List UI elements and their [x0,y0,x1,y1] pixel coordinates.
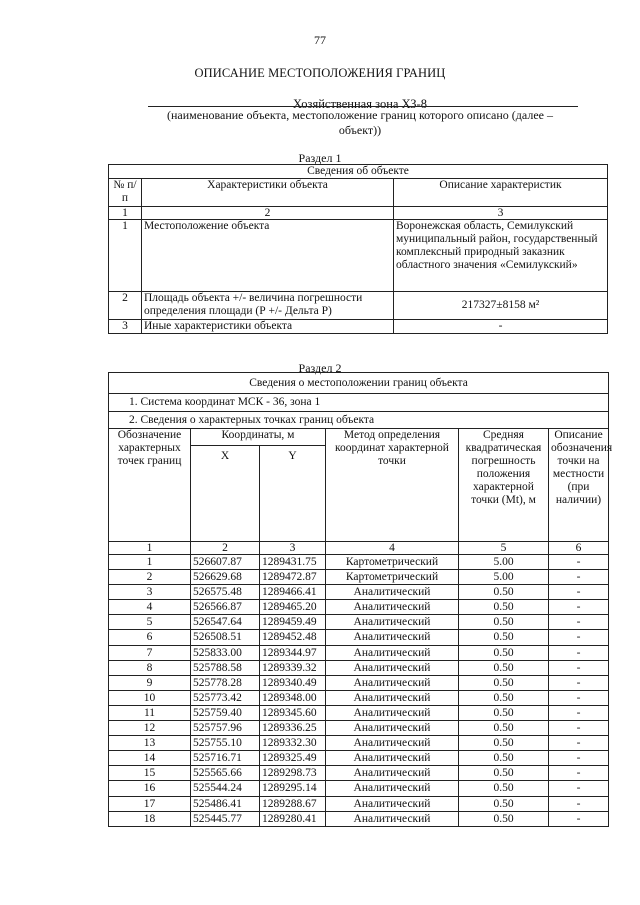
point-label: 11 [109,705,191,720]
point-label: 7 [109,645,191,660]
coord-x: 526575.48 [191,585,260,600]
error: 0.50 [459,600,549,615]
method: Аналитический [326,585,459,600]
error: 0.50 [459,675,549,690]
points-heading: 2. Сведения о характерных точках границ объекта [109,412,609,429]
coord-x: 525755.10 [191,736,260,751]
point-label: 8 [109,660,191,675]
row-description: 217327±8158 м² [394,292,608,320]
method: Аналитический [326,615,459,630]
coord-x: 525445.77 [191,811,260,826]
object-note-line2: объект)) [338,122,382,137]
index-cell: 4 [326,542,459,555]
coord-y: 1289452.48 [260,630,326,645]
method: Аналитический [326,751,459,766]
coord-y: 1289344.97 [260,645,326,660]
index-cell: 1 [109,207,142,220]
method: Аналитический [326,781,459,796]
point-description: - [549,766,609,781]
coord-x: 525773.42 [191,690,260,705]
index-cell: 5 [459,542,549,555]
error: 0.50 [459,781,549,796]
coord-y: 1289336.25 [260,721,326,736]
point-label: 17 [109,796,191,811]
coord-x: 525833.00 [191,645,260,660]
method: Аналитический [326,675,459,690]
index-cell: 2 [191,542,260,555]
error: 0.50 [459,645,549,660]
point-description: - [549,555,609,570]
coord-y: 1289288.67 [260,796,326,811]
method: Аналитический [326,766,459,781]
row-characteristic: Площадь объекта +/- величина погрешности определения площади (Р +/- Дельта Р) [142,292,394,320]
error: 0.50 [459,751,549,766]
object-name: Хозяйственная зона ХЗ-8 [293,97,427,111]
coord-x: 525716.71 [191,751,260,766]
coord-x: 525544.24 [191,781,260,796]
point-label: 3 [109,585,191,600]
error: 0.50 [459,585,549,600]
coord-y: 1289298.73 [260,766,326,781]
error: 0.50 [459,811,549,826]
row-description: - [394,320,608,334]
point-label: 4 [109,600,191,615]
table-row [109,292,608,320]
point-label: 13 [109,736,191,751]
row-characteristic: Иные характеристики объекта [142,320,394,334]
table-row [109,585,609,600]
section2-heading: Сведения о местоположении границ объекта [109,373,609,394]
table-row [109,220,608,292]
row-number: 1 [109,220,142,292]
col-description-header: Описание обозначения точки на местности (при наличии) [549,429,609,542]
object-info-table [108,164,608,334]
method: Аналитический [326,796,459,811]
method: Аналитический [326,736,459,751]
error: 0.50 [459,630,549,645]
table-row [109,630,609,645]
point-label: 14 [109,751,191,766]
table-row [109,600,609,615]
coord-y: 1289340.49 [260,675,326,690]
error: 0.50 [459,766,549,781]
page-number: 77 [314,33,326,47]
coord-y: 1289465.20 [260,600,326,615]
table-row [109,570,609,585]
point-description: - [549,811,609,826]
method: Аналитический [326,811,459,826]
point-description: - [549,705,609,720]
col-desc-header: Описание характеристик [394,179,608,207]
row-characteristic: Местоположение объекта [142,220,394,292]
method: Аналитический [326,705,459,720]
boundary-points-table [108,372,613,827]
table-row [109,781,609,796]
coord-y: 1289295.14 [260,781,326,796]
point-label: 5 [109,615,191,630]
row-number: 2 [109,292,142,320]
table-row [109,555,609,570]
method: Картометрический [326,570,459,585]
point-label: 15 [109,766,191,781]
point-description: - [549,615,609,630]
point-description: - [549,751,609,766]
object-note-line1: (наименование объекта, местоположение границ которого описано (далее – [167,108,553,122]
point-description: - [549,690,609,705]
method: Аналитический [326,600,459,615]
row-number: 3 [109,320,142,334]
coord-x: 525486.41 [191,796,260,811]
document-title: ОПИСАНИЕ МЕСТОПОЛОЖЕНИЯ ГРАНИЦ [194,66,446,80]
point-description: - [549,600,609,615]
point-description: - [549,736,609,751]
method: Аналитический [326,660,459,675]
coord-y: 1289472.87 [260,570,326,585]
section2-label: Раздел 2 [298,361,342,375]
method: Картометрический [326,555,459,570]
point-description: - [549,721,609,736]
col-error-header: Средняя квадратическая погрешность положения характерной точки (Mt), м [459,429,549,542]
table-row [109,751,609,766]
point-label: 12 [109,721,191,736]
point-description: - [549,675,609,690]
method: Аналитический [326,721,459,736]
point-label: 6 [109,630,191,645]
table-row [109,320,608,334]
coord-y: 1289325.49 [260,751,326,766]
coord-x: 526629.68 [191,570,260,585]
table-row [109,766,609,781]
coord-x: 526566.87 [191,600,260,615]
table-row [109,645,609,660]
coordinate-system: 1. Система координат МСК - 36, зона 1 [109,394,609,412]
coord-x: 526607.87 [191,555,260,570]
coord-y: 1289459.49 [260,615,326,630]
point-description: - [549,796,609,811]
method: Аналитический [326,630,459,645]
point-description: - [549,660,609,675]
table-row [109,811,609,826]
coord-x: 525759.40 [191,705,260,720]
col-num-header: № п/п [109,179,142,207]
coord-y: 1289332.30 [260,736,326,751]
index-cell: 3 [394,207,608,220]
error: 5.00 [459,555,549,570]
index-cell: 6 [549,542,609,555]
section1-heading: Сведения об объекте [109,165,608,179]
coord-y: 1289431.75 [260,555,326,570]
point-description: - [549,781,609,796]
error: 5.00 [459,570,549,585]
col-char-header: Характеристики объекта [142,179,394,207]
table-row [109,690,609,705]
index-cell: 3 [260,542,326,555]
point-label: 10 [109,690,191,705]
point-description: - [549,570,609,585]
table-row [109,736,609,751]
table-row [109,796,609,811]
table-row [109,721,609,736]
point-description: - [549,585,609,600]
index-cell: 2 [142,207,394,220]
point-description: - [549,630,609,645]
coord-x: 525565.66 [191,766,260,781]
object-name-underline [148,106,578,107]
coord-y: 1289466.41 [260,585,326,600]
col-method-header: Метод определения координат характерной точки [326,429,459,542]
error: 0.50 [459,690,549,705]
coord-x: 525757.96 [191,721,260,736]
index-cell: 1 [109,542,191,555]
error: 0.50 [459,796,549,811]
coord-x: 526547.64 [191,615,260,630]
coord-y: 1289345.60 [260,705,326,720]
table-row [109,675,609,690]
error: 0.50 [459,660,549,675]
col-y-header: Y [260,446,326,542]
error: 0.50 [459,736,549,751]
coord-x: 525778.28 [191,675,260,690]
point-label: 18 [109,811,191,826]
error: 0.50 [459,721,549,736]
point-label: 2 [109,570,191,585]
method: Аналитический [326,690,459,705]
table-row [109,705,609,720]
method: Аналитический [326,645,459,660]
col-point-header: Обозначение характерных точек границ [109,429,191,542]
point-description: - [549,645,609,660]
error: 0.50 [459,615,549,630]
point-label: 1 [109,555,191,570]
coord-x: 525788.58 [191,660,260,675]
col-coords-header: Координаты, м [191,429,326,446]
table-row [109,660,609,675]
row-description: Воронежская область, Семилукский муниципальный район, государственный комплексный природный заказник областного значения «Семилукский» [394,220,608,292]
error: 0.50 [459,705,549,720]
point-label: 9 [109,675,191,690]
coord-y: 1289339.32 [260,660,326,675]
coord-x: 526508.51 [191,630,260,645]
section1-label: Раздел 1 [298,151,342,165]
point-label: 16 [109,781,191,796]
coord-y: 1289280.41 [260,811,326,826]
table-row [109,615,609,630]
object-note [0,108,640,137]
coord-y: 1289348.00 [260,690,326,705]
col-x-header: X [191,446,260,542]
